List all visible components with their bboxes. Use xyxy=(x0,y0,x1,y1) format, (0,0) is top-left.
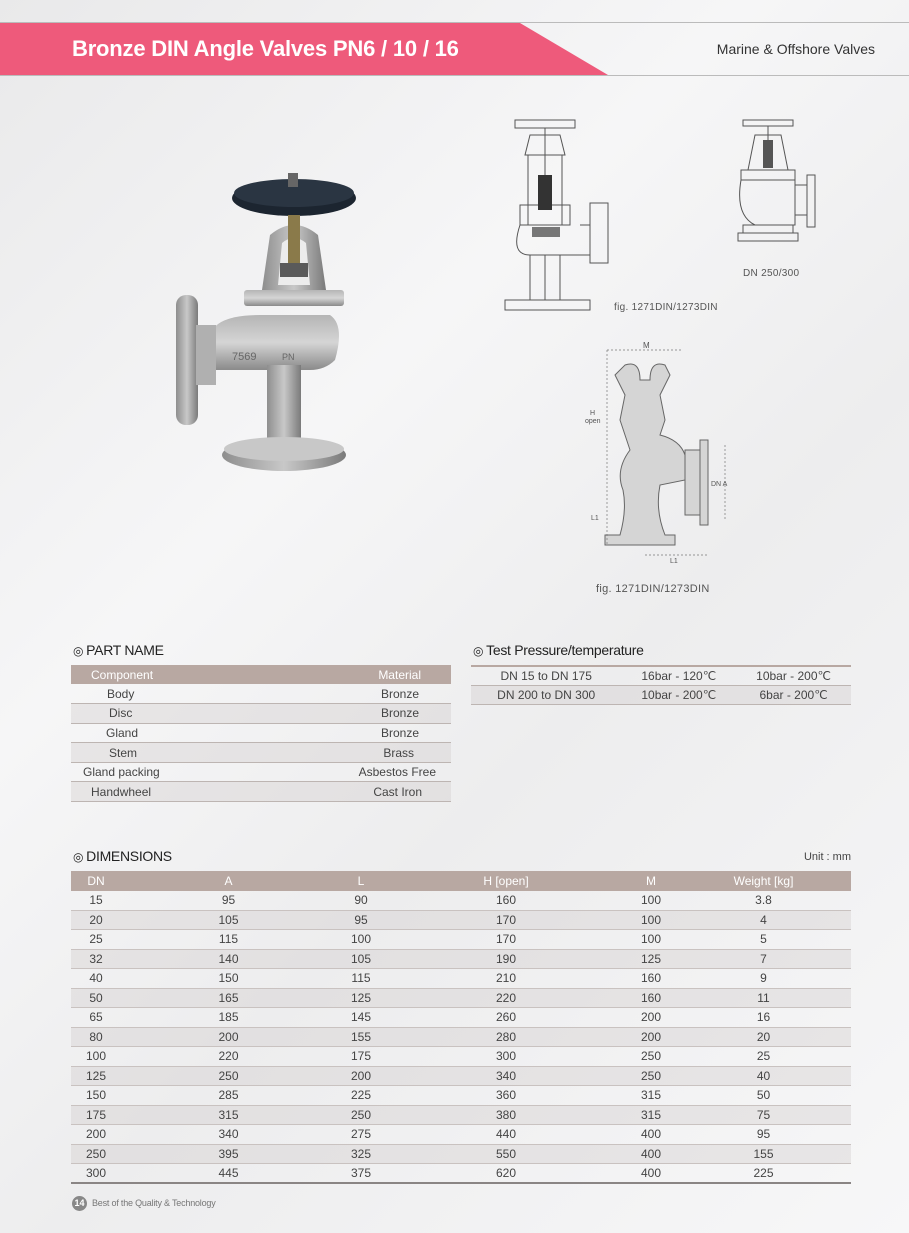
table-cell: 105 xyxy=(336,949,386,969)
table-row xyxy=(71,988,851,1008)
col-weight: Weight [kg] xyxy=(676,871,851,891)
bullet-icon: ◎ xyxy=(473,644,484,658)
table-cell: 200 xyxy=(121,1027,336,1047)
sectional-drawing xyxy=(500,115,620,315)
table-cell: 150 xyxy=(71,1086,121,1106)
valve-photo xyxy=(170,165,360,475)
col-dn: DN xyxy=(71,871,121,891)
dimensions-table xyxy=(71,871,851,1184)
table-cell: 32 xyxy=(71,949,121,969)
table-cell: 170 xyxy=(386,930,626,950)
table-cell: 200 xyxy=(336,1066,386,1086)
table-cell: 250 xyxy=(626,1047,676,1067)
table-cell: 50 xyxy=(71,988,121,1008)
table-cell: 7 xyxy=(676,949,851,969)
table-cell: 160 xyxy=(626,988,676,1008)
table-cell: 90 xyxy=(336,891,386,911)
table-cell: 315 xyxy=(121,1105,336,1125)
table-cell: 340 xyxy=(386,1066,626,1086)
table-cell: 400 xyxy=(626,1125,676,1145)
col-h: H [open] xyxy=(386,871,626,891)
table-cell: 5 xyxy=(676,930,851,950)
table-row xyxy=(71,1105,851,1125)
table-cell: 225 xyxy=(676,1164,851,1184)
dim-label-h: H xyxy=(590,410,596,417)
table-row xyxy=(71,1125,851,1145)
table-cell: 105 xyxy=(121,910,336,930)
table-cell: 15 xyxy=(71,891,121,911)
test-pressure-heading: ◎ Test Pressure/temperature xyxy=(473,642,644,658)
table-cell: 285 xyxy=(121,1086,336,1106)
table-cell: 95 xyxy=(121,891,336,911)
bullet-icon: ◎ xyxy=(73,850,84,864)
table-row: Disc Bronze xyxy=(71,704,451,724)
col-material: Material xyxy=(258,665,451,684)
table-row: Stem Brass xyxy=(71,743,451,763)
table-cell: 275 xyxy=(336,1125,386,1145)
table-cell: 75 xyxy=(676,1105,851,1125)
table-row: Handwheel Cast Iron xyxy=(71,782,451,802)
table-cell: 125 xyxy=(626,949,676,969)
table-cell: 620 xyxy=(386,1164,626,1184)
table-cell: 250 xyxy=(121,1066,336,1086)
bullet-icon: ◎ xyxy=(73,644,84,658)
part-name-heading: ◎ PART NAME xyxy=(73,642,164,658)
table-cell: 20 xyxy=(676,1027,851,1047)
table-row xyxy=(71,1027,851,1047)
table-cell: 100 xyxy=(626,910,676,930)
table-cell: 250 xyxy=(626,1066,676,1086)
table-cell: 40 xyxy=(71,969,121,989)
figure-caption-1: fig. 1271DIN/1273DIN xyxy=(614,302,718,313)
header-bottom-rule xyxy=(0,75,909,76)
table-cell: 25 xyxy=(71,930,121,950)
table-row xyxy=(71,1164,851,1184)
table-cell: 11 xyxy=(676,988,851,1008)
table-row xyxy=(71,1047,851,1067)
table-cell: 25 xyxy=(676,1047,851,1067)
table-cell: 190 xyxy=(386,949,626,969)
table-cell: 95 xyxy=(336,910,386,930)
table-cell: 375 xyxy=(336,1164,386,1184)
table-cell: 340 xyxy=(121,1125,336,1145)
table-cell: 315 xyxy=(626,1086,676,1106)
table-cell: 220 xyxy=(121,1047,336,1067)
part-name-table xyxy=(71,665,451,802)
table-cell: 300 xyxy=(386,1047,626,1067)
table-row xyxy=(71,1144,851,1164)
body-pn-mark: PN xyxy=(282,352,295,362)
table-cell: 145 xyxy=(336,1008,386,1028)
dim-label-l1-left: L1 xyxy=(591,515,599,522)
table-cell: 4 xyxy=(676,910,851,930)
table-cell: 160 xyxy=(626,969,676,989)
table-cell: 150 xyxy=(121,969,336,989)
table-cell: 395 xyxy=(121,1144,336,1164)
table-row xyxy=(71,969,851,989)
table-row xyxy=(71,1066,851,1086)
table-row xyxy=(71,910,851,930)
table-row: DN 15 to DN 175 16bar - 120℃ 10bar - 200℃ xyxy=(471,666,851,685)
table-cell: 200 xyxy=(71,1125,121,1145)
table-cell: 445 xyxy=(121,1164,336,1184)
category-label: Marine & Offshore Valves xyxy=(716,41,875,57)
page-title: Bronze DIN Angle Valves PN6 / 10 / 16 xyxy=(72,36,459,61)
table-cell: 155 xyxy=(336,1027,386,1047)
dim-label-open: open xyxy=(585,418,601,425)
table-cell: 300 xyxy=(71,1164,121,1184)
table-row xyxy=(71,1086,851,1106)
table-cell: 360 xyxy=(386,1086,626,1106)
table-cell: 100 xyxy=(626,891,676,911)
table-cell: 160 xyxy=(386,891,626,911)
footer-tagline: Best of the Quality & Technology xyxy=(92,1198,216,1208)
table-cell: 550 xyxy=(386,1144,626,1164)
table-cell: 20 xyxy=(71,910,121,930)
table-cell: 140 xyxy=(121,949,336,969)
body-casting-mark: 7569 xyxy=(232,351,257,363)
table-row xyxy=(71,949,851,969)
table-row xyxy=(71,930,851,950)
table-cell: 260 xyxy=(386,1008,626,1028)
table-cell: 100 xyxy=(626,930,676,950)
figure-caption-2: DN 250/300 xyxy=(743,268,800,279)
dim-label-m: M xyxy=(643,341,650,350)
table-cell: 250 xyxy=(71,1144,121,1164)
table-cell: 280 xyxy=(386,1027,626,1047)
unit-label: Unit : mm xyxy=(803,851,851,863)
col-a: A xyxy=(121,871,336,891)
table-cell: 220 xyxy=(386,988,626,1008)
table-cell: 200 xyxy=(626,1027,676,1047)
header-top-rule xyxy=(0,22,909,23)
table-cell: 325 xyxy=(336,1144,386,1164)
table-cell: 100 xyxy=(336,930,386,950)
table-cell: 125 xyxy=(336,988,386,1008)
table-cell: 380 xyxy=(386,1105,626,1125)
figure-caption-3: fig. 1271DIN/1273DIN xyxy=(596,583,710,595)
table-cell: 155 xyxy=(676,1144,851,1164)
table-row xyxy=(71,891,851,911)
table-cell: 50 xyxy=(676,1086,851,1106)
table-cell: 185 xyxy=(121,1008,336,1028)
table-cell: 225 xyxy=(336,1086,386,1106)
table-row: Gland packing Asbestos Free xyxy=(71,762,451,782)
table-cell: 210 xyxy=(386,969,626,989)
table-row xyxy=(71,1008,851,1028)
dim-label-dna: DN A xyxy=(711,481,728,488)
test-pressure-table xyxy=(471,665,851,705)
table-cell: 100 xyxy=(71,1047,121,1067)
table-cell: 3.8 xyxy=(676,891,851,911)
table-cell: 40 xyxy=(676,1066,851,1086)
table-cell: 400 xyxy=(626,1144,676,1164)
table-row: Body Bronze xyxy=(71,684,451,704)
page-number-badge: 14 xyxy=(72,1196,87,1211)
table-cell: 65 xyxy=(71,1008,121,1028)
large-size-drawing xyxy=(735,115,825,255)
col-l: L xyxy=(336,871,386,891)
dimension-drawing xyxy=(585,340,735,565)
col-component: Component xyxy=(71,665,258,684)
table-cell: 170 xyxy=(386,910,626,930)
table-cell: 115 xyxy=(121,930,336,950)
table-cell: 165 xyxy=(121,988,336,1008)
table-cell: 125 xyxy=(71,1066,121,1086)
table-cell: 250 xyxy=(336,1105,386,1125)
dim-label-l1-bottom: L1 xyxy=(670,558,678,565)
table-cell: 175 xyxy=(71,1105,121,1125)
col-m: M xyxy=(626,871,676,891)
table-cell: 115 xyxy=(336,969,386,989)
table-row: Gland Bronze xyxy=(71,723,451,743)
table-cell: 95 xyxy=(676,1125,851,1145)
table-row: DN 200 to DN 300 10bar - 200℃ 6bar - 200℃ xyxy=(471,685,851,704)
table-cell: 9 xyxy=(676,969,851,989)
dimensions-heading: ◎ DIMENSIONS xyxy=(73,848,172,864)
table-cell: 80 xyxy=(71,1027,121,1047)
table-cell: 200 xyxy=(626,1008,676,1028)
table-cell: 175 xyxy=(336,1047,386,1067)
table-cell: 16 xyxy=(676,1008,851,1028)
table-cell: 440 xyxy=(386,1125,626,1145)
table-cell: 400 xyxy=(626,1164,676,1184)
table-cell: 315 xyxy=(626,1105,676,1125)
